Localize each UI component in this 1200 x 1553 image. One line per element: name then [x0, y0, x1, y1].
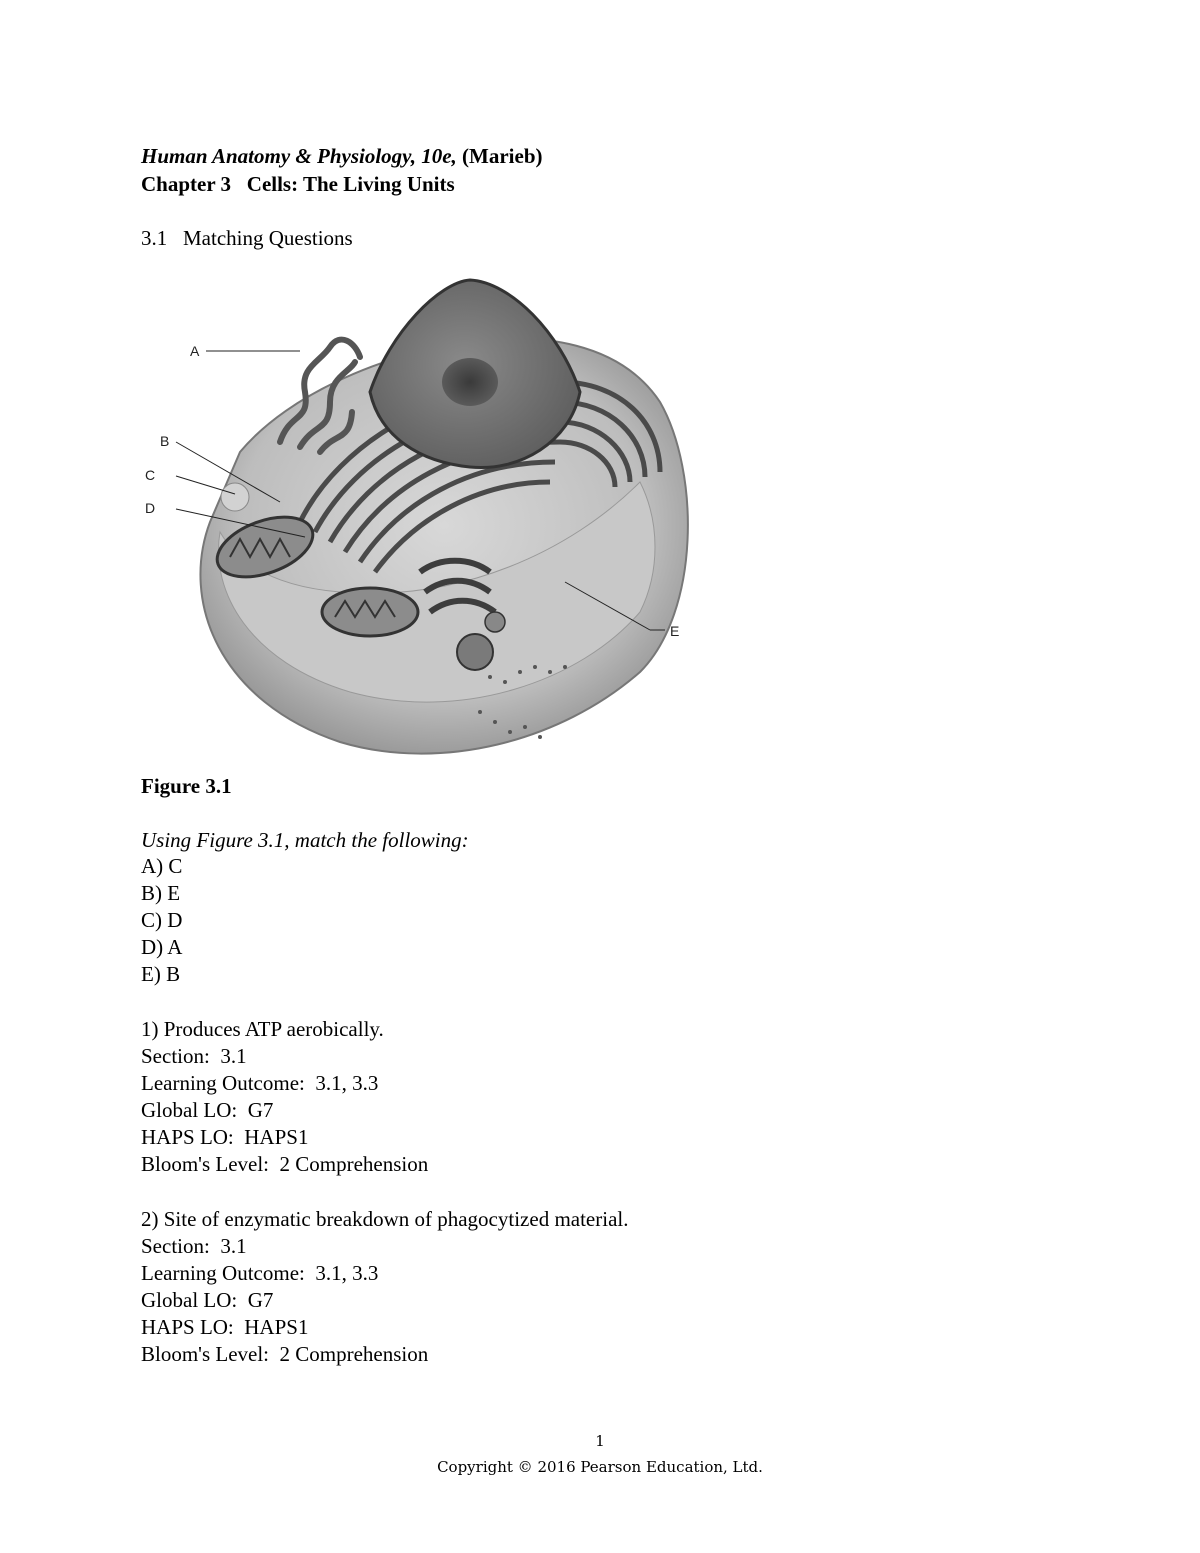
question-haps-lo: HAPS LO: HAPS1	[141, 1125, 309, 1149]
label-b: B	[160, 433, 170, 449]
question-learning-outcome: Learning Outcome: 3.1, 3.3	[141, 1261, 379, 1285]
question-bloom-level: Bloom's Level: 2 Comprehension	[141, 1342, 429, 1366]
option-b: B) E	[141, 881, 181, 905]
centrosome	[221, 483, 249, 511]
question-2	[141, 1206, 628, 1368]
option-c: C) D	[141, 908, 183, 932]
section-heading: 3.1 Matching Questions	[141, 226, 353, 250]
question-haps-lo: HAPS LO: HAPS1	[141, 1315, 309, 1339]
question-bloom-level: Bloom's Level: 2 Comprehension	[141, 1152, 429, 1176]
answer-options	[141, 853, 182, 988]
nucleolus	[442, 358, 498, 406]
option-d: D) A	[141, 935, 183, 959]
question-section: Section: 3.1	[141, 1044, 247, 1068]
question-section: Section: 3.1	[141, 1234, 247, 1258]
question-global-lo: Global LO: G7	[141, 1098, 274, 1122]
chapter-heading: Chapter 3 Cells: The Living Units	[141, 172, 455, 196]
option-e: E) B	[141, 962, 181, 986]
match-instruction: Using Figure 3.1, match the following:	[141, 828, 469, 852]
question-1	[141, 1016, 428, 1178]
question-global-lo: Global LO: G7	[141, 1288, 274, 1312]
book-title	[141, 143, 543, 169]
book-title-italic: Human Anatomy & Physiology, 10e,	[141, 144, 457, 168]
option-a: A) C	[141, 854, 183, 878]
lysosome	[457, 634, 493, 670]
label-c: C	[145, 467, 156, 483]
figure-caption: Figure 3.1	[141, 774, 232, 798]
book-author: (Marieb)	[462, 144, 543, 168]
page-number: 1	[595, 1432, 605, 1450]
cell-diagram-figure	[140, 272, 700, 762]
label-d: D	[145, 500, 156, 516]
label-e: E	[670, 623, 680, 639]
label-a: A	[190, 343, 200, 359]
question-text: 1) Produces ATP aerobically.	[141, 1017, 384, 1041]
question-text: 2) Site of enzymatic breakdown of phagocytized material.	[141, 1207, 629, 1231]
question-learning-outcome: Learning Outcome: 3.1, 3.3	[141, 1071, 379, 1095]
copyright-notice: Copyright © 2016 Pearson Education, Ltd.	[437, 1458, 763, 1476]
